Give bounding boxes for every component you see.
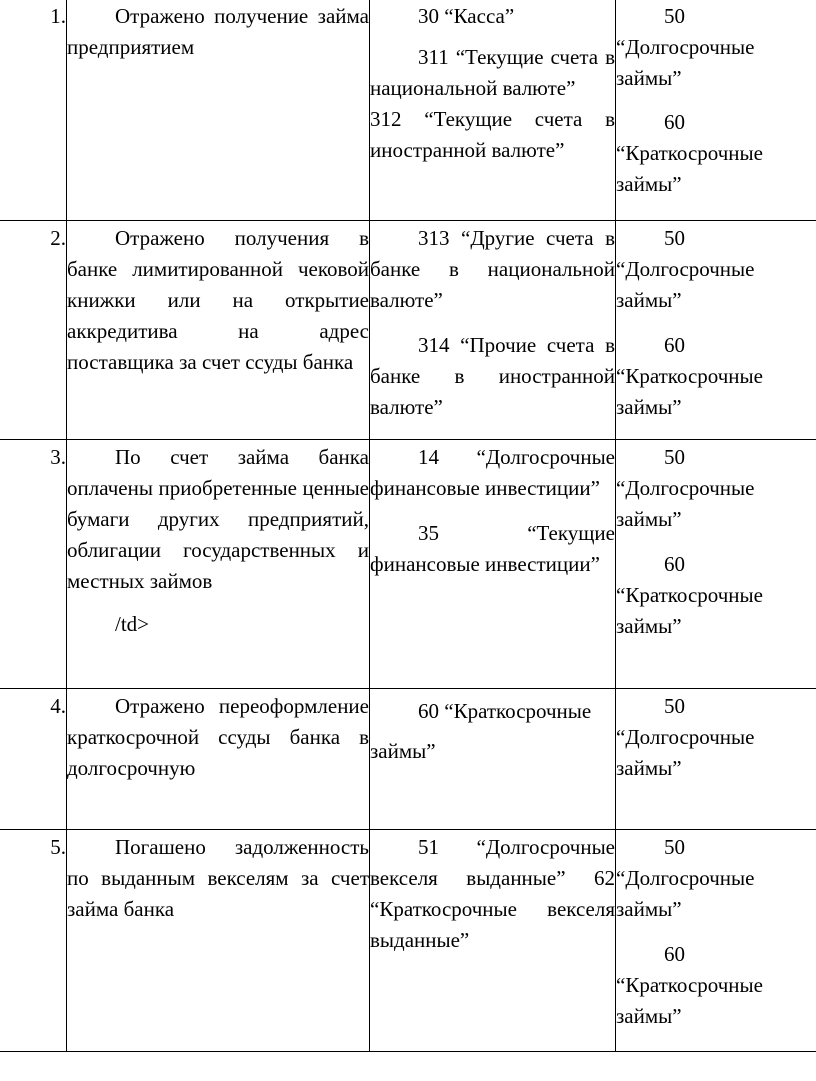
debit-accounts: 51 “Долгосрочные векселя выданные” 62 “Краткосрочные векселя выданные” xyxy=(370,830,616,1052)
row-number: 1. xyxy=(0,0,67,221)
row-number: 3. xyxy=(0,440,67,689)
debit-accounts: 30 “Касса” 311 “Текущие счета в национальной валюте” 312 “Текущие счета в иностранной валюте” xyxy=(370,0,616,221)
operation-description: Отражено получение займа предприятием xyxy=(67,0,370,221)
credit-accounts: 50 “Долгосрочные займы” 60 “Краткосрочные займы” xyxy=(616,440,816,689)
table-row xyxy=(0,0,816,221)
table-row xyxy=(0,830,816,1052)
operation-description: Погашено задолженность по выданным векселям за счет займа банка xyxy=(67,830,370,1052)
table-row xyxy=(0,689,816,830)
stray-markup-text: /td> xyxy=(115,612,150,636)
debit-accounts: 313 “Другие счета в банке в национальной валюте” 314 “Прочие счета в банке в иностранной валюте” xyxy=(370,221,616,440)
row-number: 2. xyxy=(0,221,67,440)
debit-accounts: 60 “Краткосрочные займы” xyxy=(370,689,616,830)
credit-accounts: 50 “Долгосрочные займы” xyxy=(616,689,816,830)
credit-accounts: 50 “Долгосрочные займы” 60 “Краткосрочные займы” xyxy=(616,221,816,440)
debit-accounts: 14 “Долгосрочные финансовые инвестиции” 35 “Текущие финансовые инвестиции” xyxy=(370,440,616,689)
table-row xyxy=(0,440,816,689)
operation-description: Отражено получения в банке лимитированной чековой книжки или на открытие аккредитива на адрес поставщика за счет ссуды банка xyxy=(67,221,370,440)
table-row xyxy=(0,221,816,440)
row-number: 5. xyxy=(0,830,67,1052)
row-number: 4. xyxy=(0,689,67,830)
credit-accounts: 50 “Долгосрочные займы” 60 “Краткосрочные займы” xyxy=(616,830,816,1052)
credit-accounts: 50 “Долгосрочные займы” 60 “Краткосрочные займы” xyxy=(616,0,816,221)
operation-description: По счет займа банка оплачены приобретенные ценные бумаги других предприятий, облигации государственных и местных займов /td> xyxy=(67,440,370,689)
operation-description: Отражено переоформление краткосрочной ссуды банка в долгосрочную xyxy=(67,689,370,830)
